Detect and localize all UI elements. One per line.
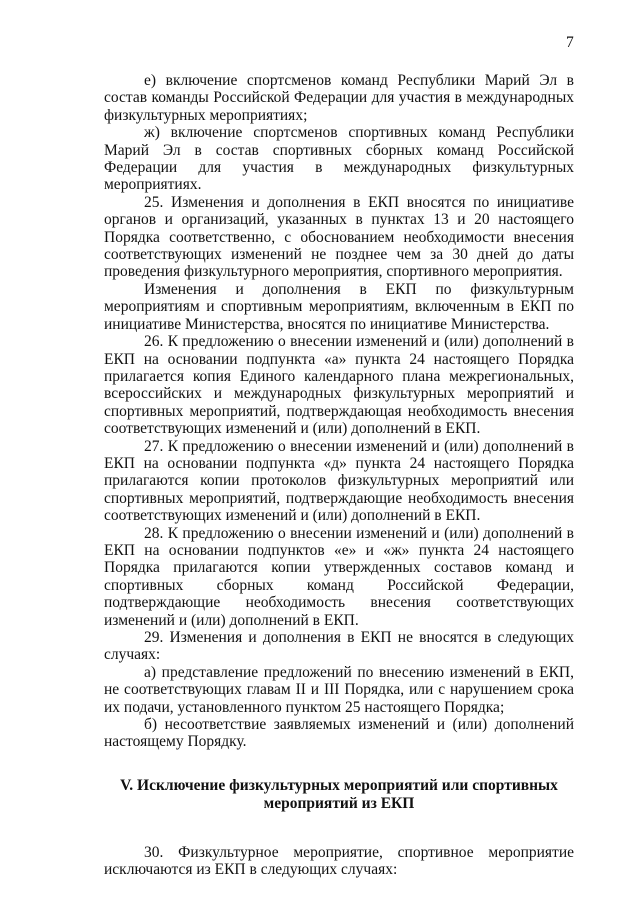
paragraph-clause-30: 30. Физкультурное мероприятие, спортивное мероприятие исключаются из ЕКП в следующих случаях: bbox=[104, 843, 574, 879]
paragraph-clause-25-continued: Изменения и дополнения в ЕКП по физкультурным мероприятиям и спортивным мероприятиям, включенным в ЕКП по инициативе Министерства, вносятся по инициативе Министерства. bbox=[104, 280, 574, 333]
paragraph-item-b: б) несоответствие заявляемых изменений и (или) дополнений настоящему Порядку. bbox=[104, 716, 574, 751]
paragraph-item-zh: ж) включение спортсменов спортивных команд Республики Марий Эл в состав спортивных сборных команд Российской Федерации для участия в международных физкультурных мероприятиях. bbox=[104, 124, 574, 194]
paragraph-clause-28: 28. К предложению о внесении изменений и (или) дополнений в ЕКП на основании подпунктов «е» и «ж» пункта 24 настоящего Порядка прилагаются копии утвержденных составов команд и спортивных сборных команд Российской Федерации, подтверждающие необходимость внесения соответствующих изменений и (или) дополнений в ЕКП. bbox=[104, 524, 574, 629]
section-heading bbox=[104, 777, 574, 814]
paragraph-clause-27: 27. К предложению о внесении изменений и (или) дополнений в ЕКП на основании подпункта «д» пункта 24 настоящего Порядка прилагаются копии протоколов физкультурных мероприятий или спортивных мероприятий, подтверждающие необходимость внесения соответствующих изменений и (или) дополнений в ЕКП. bbox=[104, 437, 574, 525]
page-number: 7 bbox=[566, 34, 574, 51]
paragraph-item-a: а) представление предложений по внесению изменений в ЕКП, не соответствующих главам II и III Порядка, или с нарушением срока их подачи, установленного пунктом 25 настоящего Порядка; bbox=[104, 663, 574, 716]
section-heading-line-2: мероприятий из ЕКП bbox=[263, 795, 415, 813]
section-heading-line-1: V. Исключение физкультурных мероприятий или спортивных bbox=[120, 776, 558, 794]
paragraph-item-e: е) включение спортсменов команд Республики Марий Эл в состав команды Российской Федерации для участия в международных физкультурных мероприятиях; bbox=[104, 72, 574, 124]
paragraph-clause-29: 29. Изменения и дополнения в ЕКП не вносятся в следующих случаях: bbox=[104, 629, 574, 664]
document-body bbox=[104, 72, 574, 879]
paragraph-clause-25: 25. Изменения и дополнения в ЕКП вносятся по инициативе органов и организаций, указанных в пунктах 13 и 20 настоящего Порядка соответственно, с обоснованием необходимости внесения соответствующих изменений не позднее чем за 30 дней до даты проведения физкультурного мероприятия, спортивного мероприятия. bbox=[104, 193, 574, 281]
paragraph-clause-26: 26. К предложению о внесении изменений и (или) дополнений в ЕКП на основании подпункта «а» пункта 24 настоящего Порядка прилагается копия Единого календарного плана межрегиональных, всероссийских и международных физкультурных мероприятий и спортивных мероприятий, подтверждающая необходимость внесения соответствующих изменений и (или) дополнений в ЕКП. bbox=[104, 333, 574, 438]
